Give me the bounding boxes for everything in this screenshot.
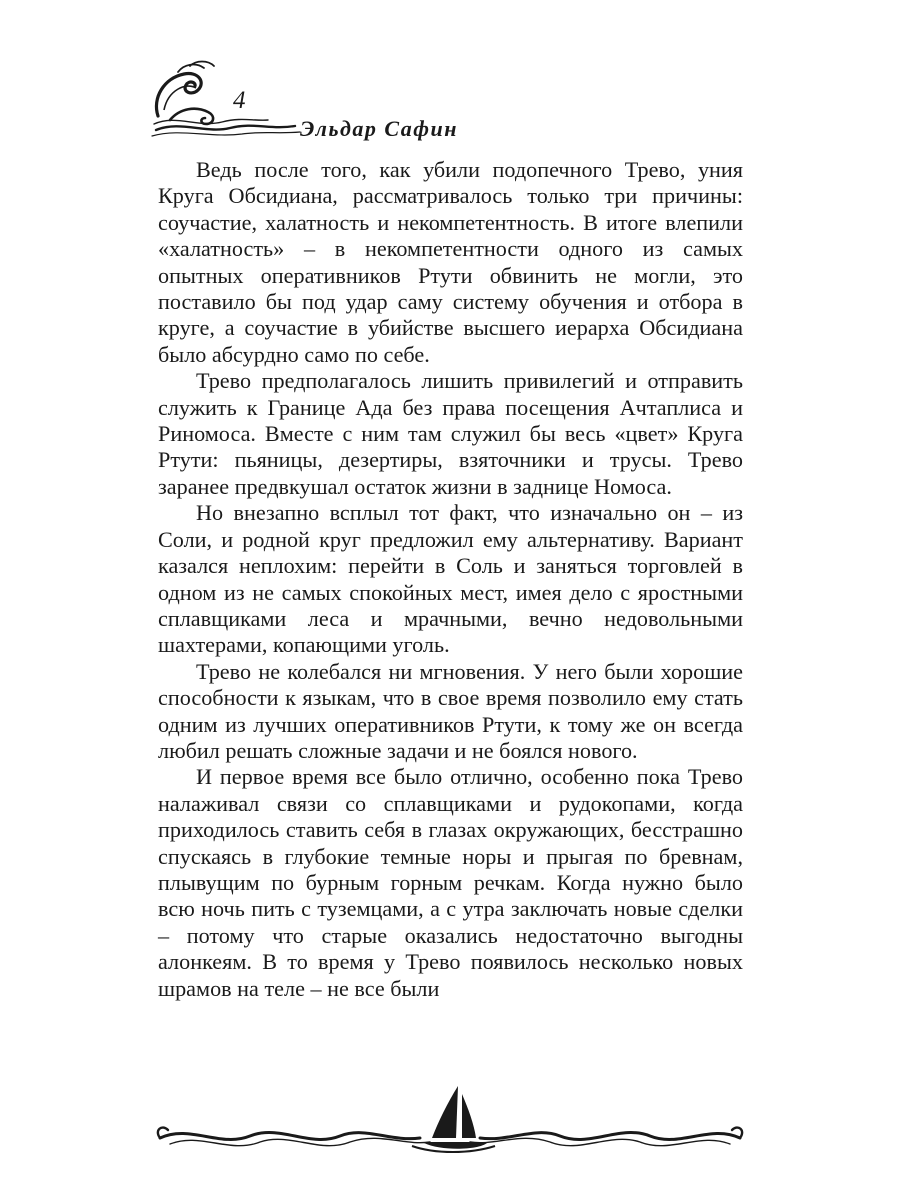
paragraph: И первое время все было отлично, особенно пока Трево налаживал связи со сплавщиками и рудокопами, когда приходилось ставить себя в глазах окружающих, бесстрашно спускаясь в глубокие темные норы и прыгая по бревнам, плывущим по бурным горным речкам. Когда нужно было всю ночь пить с туземцами, а с утра заключать новые сделки – потому что старые оказались недостаточно выгодны алонкеям. В то время у Трево появилось несколько новых шрамов на теле – не все были (158, 764, 743, 1001)
body-text (158, 157, 743, 1002)
paragraph: Ведь после того, как убили подопечного Трево, уния Круга Обсидиана, рассматривалось только три причины: соучастие, халатность и некомпетентность. В итоге влепили «халатность» – в некомпетентности одного из самых опытных оперативников Ртути обвинить не могли, это поставило бы под удар саму систему обучения и отбора в круге, а соучастие в убийстве высшего иерарха Обсидиана было абсурдно само по себе. (158, 157, 743, 367)
paragraph: Но внезапно всплыл тот факт, что изначально он – из Соли, и родной круг предложил ему альтернативу. Вариант казался неплохим: перейти в Соль и заняться торговлей в одном из не самых спокойных мест, имея дело с яростными сплавщиками леса и мрачными, вечно недовольными шахтерами, копающими уголь. (158, 500, 743, 658)
sailboat-wave-icon (150, 1080, 750, 1160)
wave-flourish-icon (150, 58, 310, 138)
page-number: 4 (233, 87, 246, 114)
paragraph: Трево не колебался ни мгновения. У него были хорошие способности к языкам, что в свое время позволило ему стать одним из лучших оперативников Ртути, к тому же он всегда любил решать сложные задачи и не боялся нового. (158, 658, 743, 763)
running-head-author: Эльдар Сафин (300, 116, 458, 141)
paragraph: Трево предполагалось лишить привилегий и отправить служить к Границе Ада без права посещения Ачтаплиса и Риномоса. Вместе с ним там служил бы весь «цвет» Круга Ртути: пьяницы, дезертиры, взяточники и трусы. Трево заранее предвкушал остаток жизни в заднице Номоса. (158, 368, 743, 499)
